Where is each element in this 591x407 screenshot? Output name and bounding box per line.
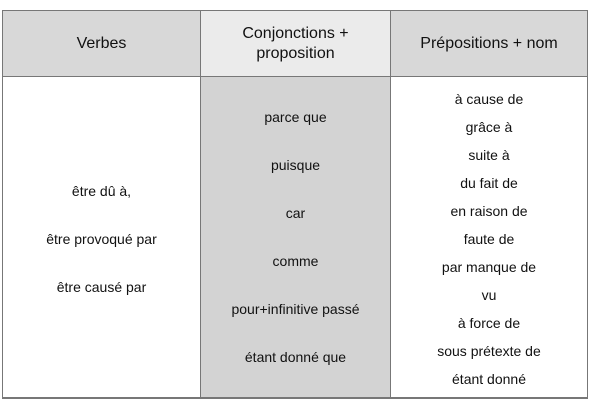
conjonction-item: pour+infinitive passé xyxy=(231,301,360,317)
verbe-item: être provoqué par xyxy=(46,231,157,247)
verbe-item: être causé par xyxy=(56,279,147,295)
header-conjonctions-line-2: proposition xyxy=(256,44,335,62)
header-conjonctions-line-1: Conjonctions + xyxy=(242,24,349,42)
conjonction-item: étant donné que xyxy=(244,349,347,365)
conjonction-item: parce que xyxy=(264,109,327,125)
preposition-item: grâce à xyxy=(465,119,513,135)
verbe-item: être dû à, xyxy=(71,183,132,199)
preposition-item: sous prétexte de xyxy=(437,343,541,359)
preposition-item: faute de xyxy=(463,231,515,247)
preposition-item: du fait de xyxy=(460,175,518,191)
grammar-table xyxy=(2,10,588,399)
header-prepositions xyxy=(391,11,587,77)
column-conjonctions xyxy=(201,77,391,398)
header-verbes-label: Verbes xyxy=(76,34,127,52)
column-verbes xyxy=(3,77,201,398)
conjonction-item: car xyxy=(285,205,306,221)
header-conjonctions xyxy=(201,11,391,77)
conjonction-item: comme xyxy=(272,253,319,269)
preposition-item: à force de xyxy=(457,315,521,331)
preposition-item: suite à xyxy=(468,147,510,163)
header-verbes xyxy=(3,11,201,77)
column-prepositions xyxy=(391,77,587,398)
conjonction-item: puisque xyxy=(270,157,321,173)
preposition-item: par manque de xyxy=(441,259,537,275)
preposition-item: vu xyxy=(481,287,497,303)
preposition-item: en raison de xyxy=(450,203,528,219)
header-prepositions-label: Prépositions + nom xyxy=(420,34,558,52)
preposition-item: étant donné xyxy=(452,371,526,387)
preposition-item: à cause de xyxy=(454,91,524,107)
